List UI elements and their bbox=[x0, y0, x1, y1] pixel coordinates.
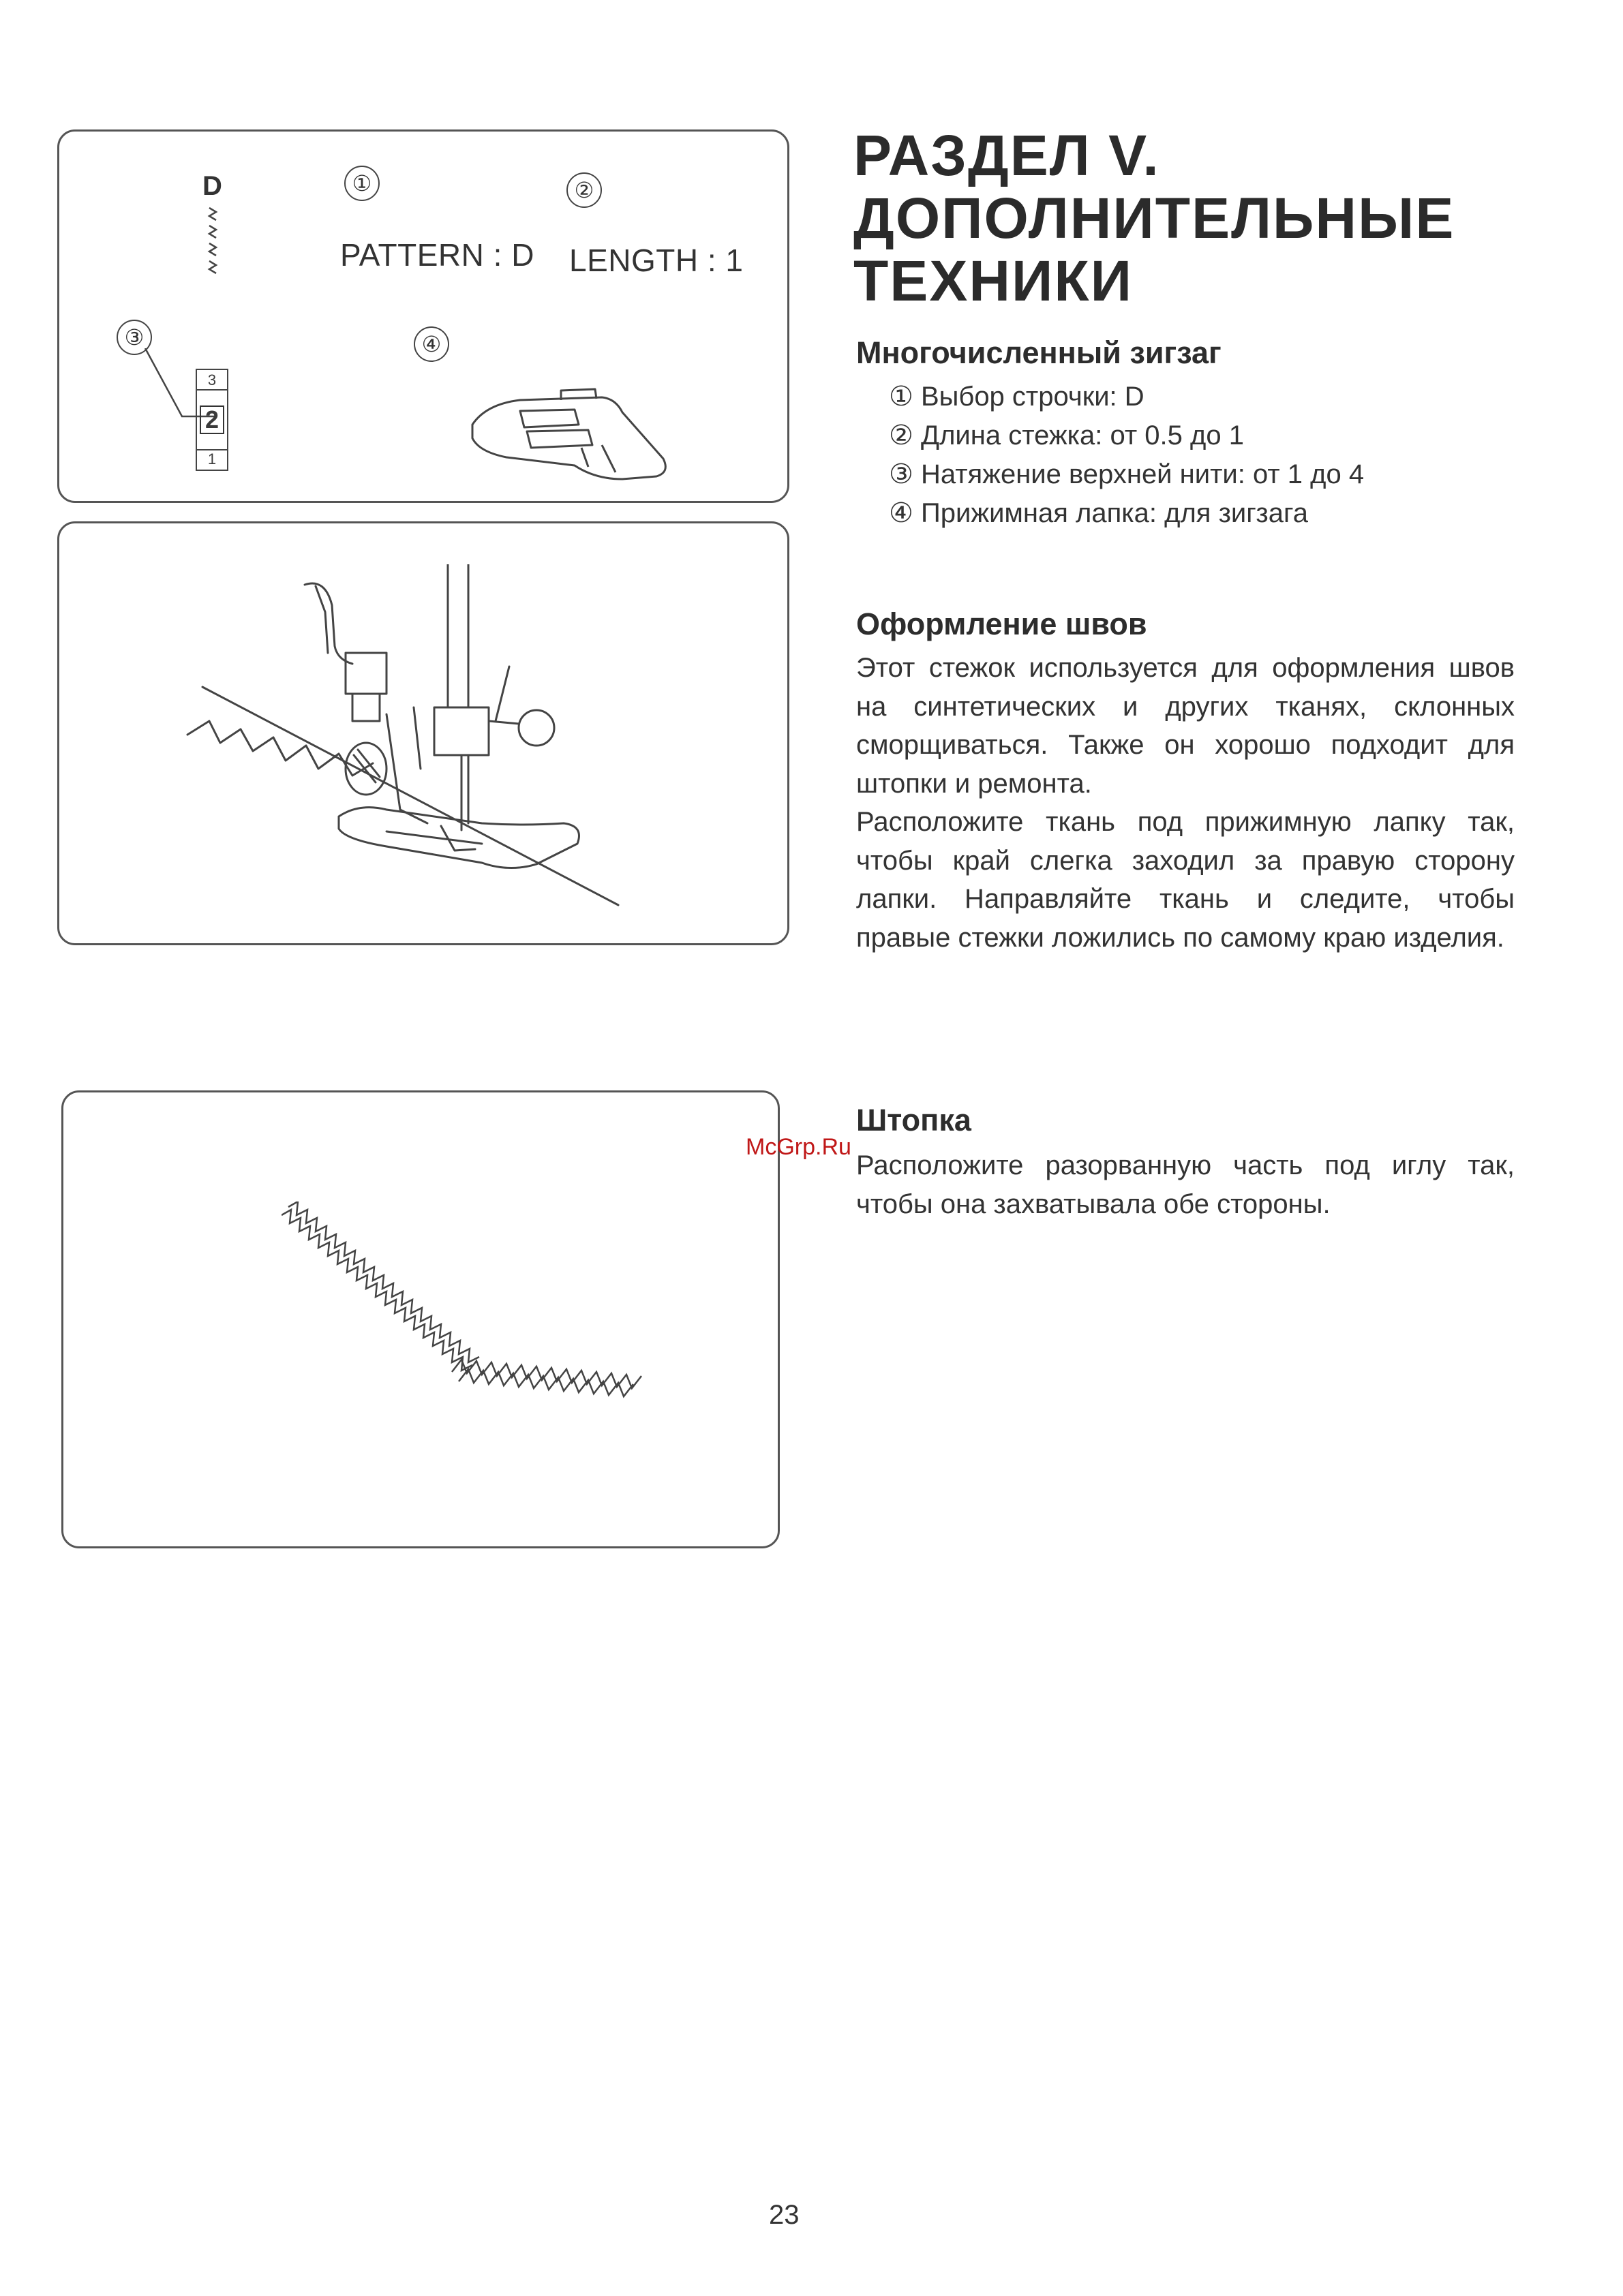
tension-dial-icon bbox=[196, 369, 228, 471]
tension-bottom-value: 1 bbox=[197, 449, 227, 468]
settings-panel bbox=[57, 129, 789, 503]
darning-heading: Штопка bbox=[856, 1103, 971, 1137]
seam-finish-illustration-panel bbox=[57, 521, 789, 945]
section-title-line-3: ТЕХНИКИ bbox=[853, 249, 1134, 313]
tension-mid-value: 2 bbox=[200, 405, 224, 434]
seam-finish-paragraph-1: Этот стежок используется для оформления швов на синтетических и других тканях, склонных сморщиваться. Также он хорошо подходит для штопки и ремонта. bbox=[856, 653, 1515, 799]
multi-zigzag-heading: Многочисленный зигзаг bbox=[856, 335, 1222, 370]
stitch-letter: D bbox=[202, 171, 222, 201]
page-number: 23 bbox=[769, 2200, 800, 2230]
darning-illustration-panel bbox=[61, 1090, 780, 1548]
list-item: ③ Натяжение верхней нити: от 1 до 4 bbox=[889, 459, 1365, 489]
watermark: McGrp.Ru bbox=[746, 1134, 851, 1160]
section-title-line-1: РАЗДЕЛ V. bbox=[853, 123, 1160, 187]
length-readout: LENGTH : 1 bbox=[569, 243, 744, 278]
multi-zigzag-settings-list bbox=[889, 378, 1364, 533]
zigzag-presser-foot-icon bbox=[459, 377, 677, 493]
list-item: ④ Прижимная лапка: для зигзага bbox=[889, 498, 1308, 528]
marker-3: ③ bbox=[117, 320, 152, 355]
section-title bbox=[853, 124, 1455, 312]
list-item: ① Выбор строчки: D bbox=[889, 382, 1144, 412]
darning-paragraph: Расположите разорванную часть под иглу так, чтобы она захватывала обе стороны. bbox=[856, 1150, 1515, 1219]
marker-1: ① bbox=[344, 166, 380, 201]
sewing-machine-foot-illustration bbox=[182, 564, 714, 925]
marker-2: ② bbox=[566, 172, 602, 208]
list-item: ② Длина стежка: от 0.5 до 1 bbox=[889, 420, 1244, 450]
section-title-line-2: ДОПОЛНИТЕЛЬНЫЕ bbox=[853, 186, 1455, 250]
darning-stitch-illustration bbox=[282, 1201, 663, 1433]
seam-finish-paragraph-2: Расположите ткань под прижимную лапку так, чтобы край слегка заходил за правую сторону лапки. Направляйте ткань и следите, чтобы правые стежки ложились по самому краю изделия. bbox=[856, 807, 1515, 953]
seam-finish-heading: Оформление швов bbox=[856, 607, 1147, 641]
multi-zigzag-stitch-icon bbox=[200, 205, 227, 280]
tension-top-value: 3 bbox=[197, 371, 227, 391]
pattern-readout: PATTERN : D bbox=[340, 237, 534, 273]
marker-4: ④ bbox=[414, 326, 449, 362]
